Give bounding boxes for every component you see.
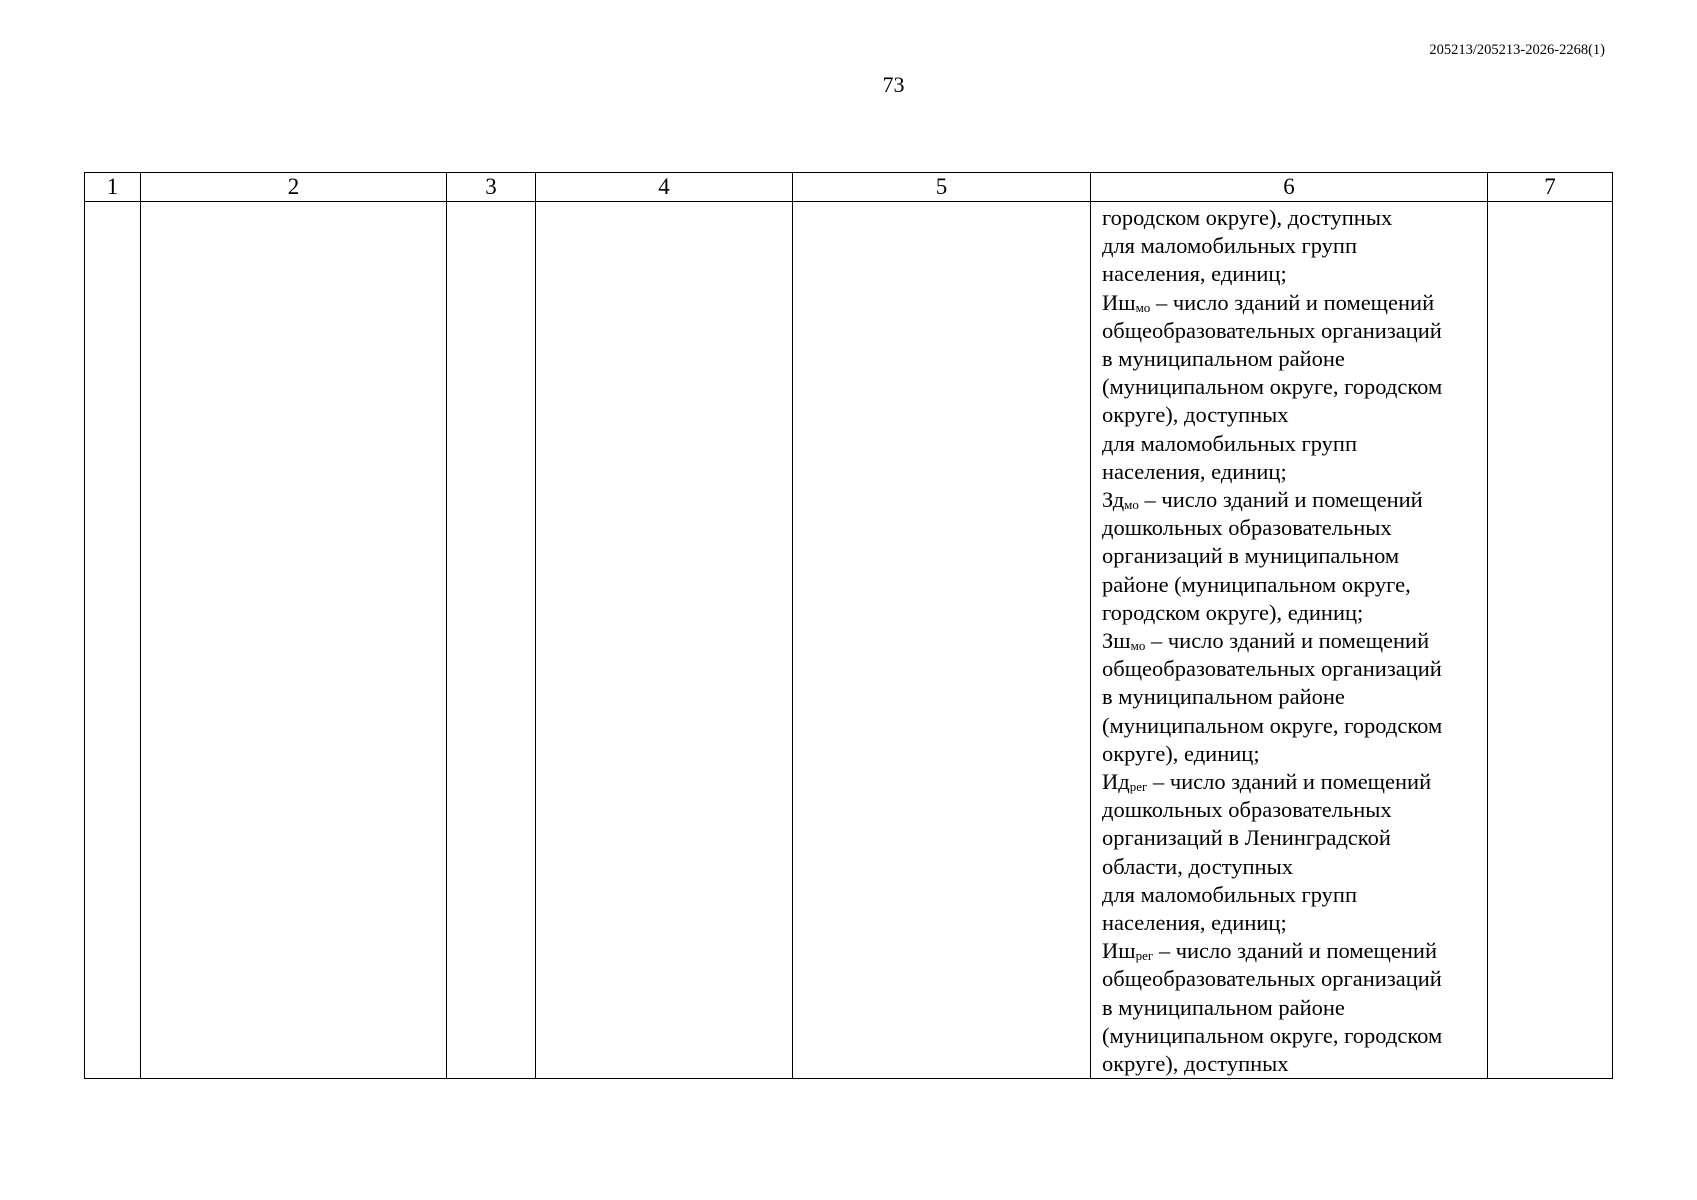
- text-line-subscript: мо: [1135, 299, 1151, 315]
- text-line: [1102, 712, 1479, 740]
- text-line: [1102, 486, 1479, 514]
- data-table: [84, 172, 1613, 1079]
- text-line-main: организаций в муниципальном: [1102, 543, 1400, 569]
- text-line-main: округе), доступных: [1102, 1051, 1289, 1077]
- text-line: [1102, 458, 1479, 486]
- column-header-2: 2: [141, 173, 447, 202]
- text-line-main: для маломобильных групп: [1102, 233, 1357, 259]
- text-line-main: Иш: [1102, 289, 1136, 315]
- text-line: [1102, 542, 1479, 570]
- text-line-main: населения, единиц;: [1102, 458, 1287, 484]
- text-line: [1102, 909, 1479, 937]
- page-number: 73: [882, 72, 905, 97]
- text-line: [1102, 796, 1479, 824]
- text-line: [1102, 994, 1479, 1022]
- column-header-5: 5: [793, 173, 1091, 202]
- text-line-main: (муниципальном округе, городском: [1102, 374, 1443, 400]
- text-line: [1102, 881, 1479, 909]
- text-line-main: области, доступных: [1102, 853, 1293, 879]
- text-line: [1102, 937, 1479, 965]
- text-line: [1102, 599, 1479, 627]
- text-line-main: (муниципальном округе, городском: [1102, 712, 1443, 738]
- cell-col-6-text: [1091, 202, 1487, 1078]
- text-line-rest: – число зданий и помещений: [1153, 938, 1437, 964]
- text-line: [1102, 740, 1479, 768]
- text-line-main: общеобразовательных организаций: [1102, 656, 1442, 682]
- text-line-main: округе), доступных: [1102, 402, 1289, 428]
- text-line-main: Зд: [1102, 487, 1125, 513]
- text-line-main: (муниципальном округе, городском: [1102, 1022, 1443, 1048]
- text-line: [1102, 627, 1479, 655]
- text-line-main: общеобразовательных организаций: [1102, 317, 1442, 343]
- text-line: [1102, 401, 1479, 429]
- table-row: [85, 202, 1613, 1079]
- text-line: [1102, 514, 1479, 542]
- text-line-main: Иш: [1102, 938, 1136, 964]
- text-line: [1102, 965, 1479, 993]
- text-line-main: населения, единиц;: [1102, 910, 1287, 936]
- text-line-main: для маломобильных групп: [1102, 430, 1357, 456]
- column-number-row: [85, 173, 1613, 202]
- text-line: [1102, 683, 1479, 711]
- text-line-rest: – число зданий и помещений: [1147, 769, 1432, 795]
- text-line-main: населения, единиц;: [1102, 261, 1287, 287]
- text-line-rest: – число зданий и помещений: [1145, 628, 1430, 654]
- column-header-7: 7: [1488, 173, 1613, 202]
- text-line-main: в муниципальном районе: [1102, 346, 1345, 372]
- column-header-4: 4: [536, 173, 793, 202]
- cell-col-2: [141, 202, 447, 1079]
- text-line-main: в муниципальном районе: [1102, 684, 1345, 710]
- text-line: [1102, 824, 1479, 852]
- column-header-1: 1: [85, 173, 141, 202]
- text-line-main: организаций в Ленинградской: [1102, 825, 1391, 851]
- text-line: [1102, 373, 1479, 401]
- text-line-main: в муниципальном районе: [1102, 994, 1345, 1020]
- text-line-main: городском округе), единиц;: [1102, 599, 1364, 625]
- text-line: [1102, 571, 1479, 599]
- text-line: [1102, 853, 1479, 881]
- column-header-3: 3: [447, 173, 536, 202]
- text-line-rest: – число зданий и помещений: [1138, 487, 1423, 513]
- text-line: [1102, 430, 1479, 458]
- cell-col-3: [447, 202, 536, 1079]
- text-line-main: Ид: [1102, 769, 1130, 795]
- text-line-subscript: рег: [1129, 779, 1148, 795]
- cell-col-1: [85, 202, 141, 1079]
- text-line: [1102, 345, 1479, 373]
- cell-col-4: [536, 202, 793, 1079]
- text-line-subscript: мо: [1130, 638, 1146, 654]
- text-line-main: городском округе), доступных: [1102, 205, 1393, 230]
- text-line: [1102, 204, 1479, 232]
- column-header-6: 6: [1091, 173, 1488, 202]
- cell-col-7: [1488, 202, 1613, 1079]
- text-line-main: округе), единиц;: [1102, 740, 1260, 766]
- text-line: [1102, 1022, 1479, 1050]
- text-line: [1102, 768, 1479, 796]
- text-line-main: дошкольных образовательных: [1102, 515, 1392, 541]
- text-line-main: районе (муниципальном округе,: [1102, 571, 1411, 597]
- text-line-subscript: рег: [1135, 948, 1154, 964]
- text-line-rest: – число зданий и помещений: [1150, 289, 1435, 315]
- text-line: [1102, 1050, 1479, 1078]
- text-line: [1102, 655, 1479, 683]
- document-id: 205213/205213-2026-2268(1): [1429, 42, 1605, 58]
- cell-col-6: [1091, 202, 1488, 1079]
- text-line-subscript: мо: [1124, 497, 1139, 513]
- text-line: [1102, 232, 1479, 260]
- text-line-main: дошкольных образовательных: [1102, 797, 1392, 823]
- cell-col-5: [793, 202, 1091, 1079]
- text-line-main: для маломобильных групп: [1102, 881, 1357, 907]
- text-line: [1102, 289, 1479, 317]
- text-line: [1102, 260, 1479, 288]
- text-line: [1102, 317, 1479, 345]
- text-line-main: Зш: [1102, 628, 1131, 654]
- text-line-main: общеобразовательных организаций: [1102, 966, 1442, 992]
